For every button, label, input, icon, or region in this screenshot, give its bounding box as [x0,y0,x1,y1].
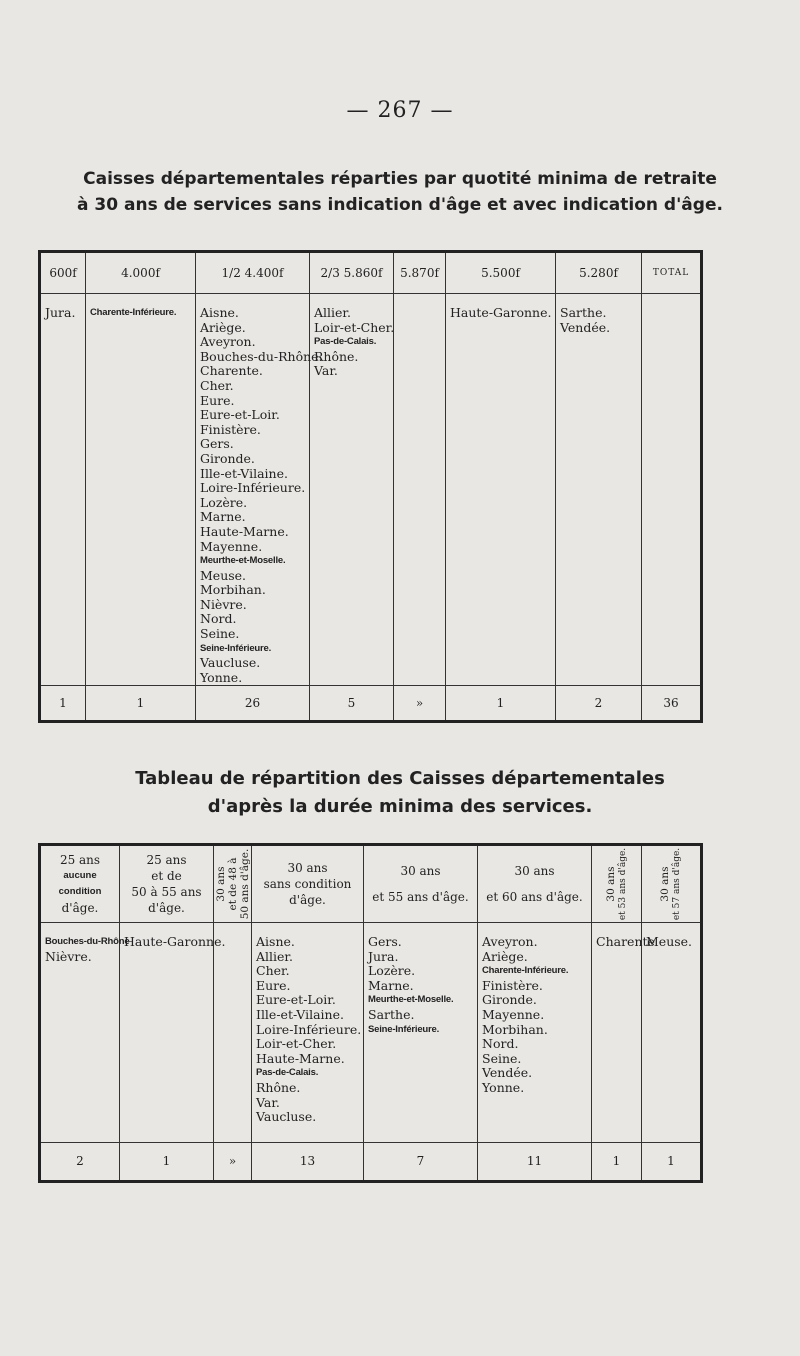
table1-cell [310,294,394,686]
table1-cell [86,294,196,686]
header-line: 30 ans [287,861,328,875]
table2-cell [592,923,655,1143]
table2-heading-line1: Tableau de répartition des Caisses départementales [135,768,665,789]
dept-list [592,934,655,950]
department-name: Seine-Inférieure. [200,642,272,654]
department-name: Meuse. [200,567,247,583]
department-name: Mayenne. [200,538,263,554]
header-line: 30 ans [604,866,617,902]
dept-list [252,935,363,1125]
table2-count: 7 [364,1142,478,1181]
table1-count: 26 [196,686,310,722]
table2-heading-line2: d'après la durée minima des services. [207,796,593,817]
table1-col-header: 4.000f [86,252,196,294]
table2-count: 13 [252,1142,364,1181]
table2-heading [30,765,770,821]
dept-list [556,306,641,335]
table1-count: 1 [86,686,196,722]
table1-header-row [40,252,702,294]
header-line: et 53 ans d'âge. [617,847,628,921]
duree-table [38,843,703,1183]
table1-cell [642,294,702,686]
department-name: Loire-Inférieure. [200,480,306,496]
department-name: Allier. [314,305,351,320]
header-line: 30 ans [514,864,555,878]
department-name: Var. [256,1094,280,1110]
department-name: Sarthe. [368,1006,415,1022]
table1-col-header: 5.500f [446,252,556,294]
table1-body-row [40,294,702,686]
table2-count: 2 [40,1142,120,1181]
table2-col-header [120,845,214,923]
dept-list [642,935,700,950]
department-name: Gironde. [482,992,537,1008]
department-name: Eure. [200,392,235,408]
table2-cell [214,923,252,1143]
table1-count: » [394,686,446,722]
dept-list [478,935,591,1096]
department-name: Charente-Inférieure. [482,965,569,977]
department-name: Eure-et-Loir. [200,407,280,423]
department-name: Jura. [45,305,76,320]
department-name: Sarthe. [560,305,607,320]
header-line: aucune condition [58,870,102,897]
department-name: Nord. [200,611,237,627]
table1-cell [446,294,556,686]
department-name: Gironde. [200,450,255,466]
department-name: Yonne. [482,1079,525,1095]
department-name: Lozère. [368,963,416,979]
table2-cell [40,923,130,1143]
table2-header-row [40,845,702,923]
table1-heading-line1: Caisses départementales réparties par quotité minima de retraite [83,169,717,189]
department-name: Marne. [200,509,246,525]
department-name: Seine. [200,626,240,642]
table1-cell [196,294,323,686]
header-line: 30 ans [659,866,671,902]
table2-col-header [592,845,642,923]
department-name: Ille-et-Vilaine. [200,465,288,481]
table2-cell [642,923,702,1143]
dept-list [310,306,393,379]
department-name: Finistère. [200,421,261,437]
department-name: Haute-Garonne. [450,305,552,320]
table1-heading-line2: à 30 ans de services sans indication d'âge et avec indication d'âge. [77,195,723,215]
rotated-header [215,849,251,920]
table1-count: 1 [446,686,556,722]
table1-count-row [40,686,702,722]
dept-list [446,306,555,321]
table2-col-header [252,845,364,923]
department-name: Jura. [368,948,399,964]
department-name: Ariège. [482,948,528,964]
table1-col-header: 5.280f [556,252,642,294]
table2-body-row [40,923,702,1143]
header-line: 50 à 55 ans [131,885,202,899]
department-name: Seine. [482,1050,522,1066]
department-name: Vaucluse. [256,1109,317,1125]
table1-col-header-total: TOTAL [642,252,702,294]
department-name: Gers. [200,436,234,452]
department-name: Charente. [200,363,263,379]
department-name: Vendée. [560,319,611,335]
table2-col-header [478,845,592,923]
dept-list [41,935,130,964]
table1-col-header: 5.870f [394,252,446,294]
table2-count: 11 [478,1142,592,1181]
department-name: Mayenne. [482,1006,545,1022]
rotated-header [605,848,629,920]
department-name: Yonne. [200,669,243,685]
dept-list [41,306,85,321]
department-name: Meurthe-et-Moselle. [200,555,286,567]
header-line: et de [151,869,182,883]
header-line: et 57 ans d'âge. [672,847,682,921]
department-name: Charente [596,934,655,949]
department-name: Rhône. [314,348,359,364]
department-name: Charente-Inférieure. [90,307,177,318]
table2-count: 1 [592,1142,642,1181]
department-name: Bouches-du-Rhône. [200,348,323,364]
department-name: Pas-de-Calais. [314,336,377,348]
table1-cell [556,294,642,686]
header-line: sans condition [263,877,352,891]
department-name: Cher. [256,963,290,979]
department-name: Loir-et-Cher. [256,1036,337,1052]
table1-col-header: 600f [40,252,86,294]
department-name: Morbihan. [482,1021,548,1037]
department-name: Eure-et-Loir. [256,992,336,1008]
department-name: Allier. [256,948,293,964]
department-name: Meurthe-et-Moselle. [368,994,454,1006]
dept-list [120,934,226,950]
table2-col-header [214,845,252,923]
department-name: Haute-Garonne. [124,934,226,949]
table1-count-total: 36 [642,686,702,722]
dept-list [86,306,195,321]
department-name: Aisne. [200,305,239,320]
quotite-table [38,250,703,723]
table1-count: 5 [310,686,394,722]
table2-cell [120,923,226,1143]
table2-count: 1 [120,1142,214,1181]
department-name: Loire-Inférieure. [256,1021,362,1037]
table2-col-header [642,845,702,923]
header-line: et de 48 à [226,857,239,911]
department-name: Aisne. [256,934,295,949]
table1-cell [40,294,86,686]
department-name: Ariège. [200,319,246,335]
department-name: Bouches-du-Rhône [45,936,130,947]
header-line: d'âge. [148,901,185,915]
department-name: Nièvre. [45,948,92,964]
table2-count: » [214,1142,252,1181]
table1-col-header: 1/2 4.400f [196,252,310,294]
department-name: Gers. [368,934,402,949]
table1-heading [30,166,770,218]
header-line: 25 ans [146,853,187,867]
header-line: 25 ans [59,853,101,867]
table1-count: 1 [40,686,86,722]
header-line: et 55 ans d'âge. [372,890,469,904]
department-name: Haute-Marne. [200,523,289,539]
dept-list [196,305,323,685]
table1-count: 2 [556,686,642,722]
department-name: Pas-de-Calais. [256,1067,319,1079]
header-line: d'âge. [289,893,326,907]
department-name: Loir-et-Cher. [314,319,395,335]
header-line: 50 ans d'âge. [238,848,251,920]
department-name: Var. [314,363,338,379]
department-name: Vendée. [482,1065,533,1081]
department-name: Seine-Inférieure. [368,1023,440,1035]
department-name: Meuse. [646,934,693,949]
header-line: 30 ans [214,866,227,902]
department-name: Vaucluse. [200,655,261,671]
department-name: Cher. [200,377,234,393]
department-name: Finistère. [482,977,543,993]
header-line: et 60 ans d'âge. [486,890,583,904]
table1-col-header: 2/3 5.860f [310,252,394,294]
table2-cell [364,923,478,1143]
table2-col-header [364,845,478,923]
department-name: Aveyron. [200,334,256,350]
table2-col-header [40,845,120,923]
table1-cell [394,294,446,686]
department-name: Rhône. [256,1079,301,1095]
department-name: Eure. [256,977,291,993]
header-line: 30 ans [400,864,441,878]
department-name: Nièvre. [200,596,247,612]
department-name: Marne. [368,977,414,993]
department-name: Morbihan. [200,582,266,598]
department-name: Lozère. [200,494,248,510]
table2-count: 1 [642,1142,702,1181]
table2-cell [478,923,592,1143]
department-name: Ille-et-Vilaine. [256,1006,344,1022]
department-name: Haute-Marne. [256,1050,345,1066]
header-line: d'âge. [61,901,99,915]
department-name: Nord. [482,1036,519,1052]
department-name: Aveyron. [482,934,538,949]
rotated-header [659,848,683,920]
dept-list [364,935,477,1037]
table2-cell [252,923,364,1143]
table2-count-row [40,1142,702,1181]
page-number: — 267 — [346,98,454,123]
